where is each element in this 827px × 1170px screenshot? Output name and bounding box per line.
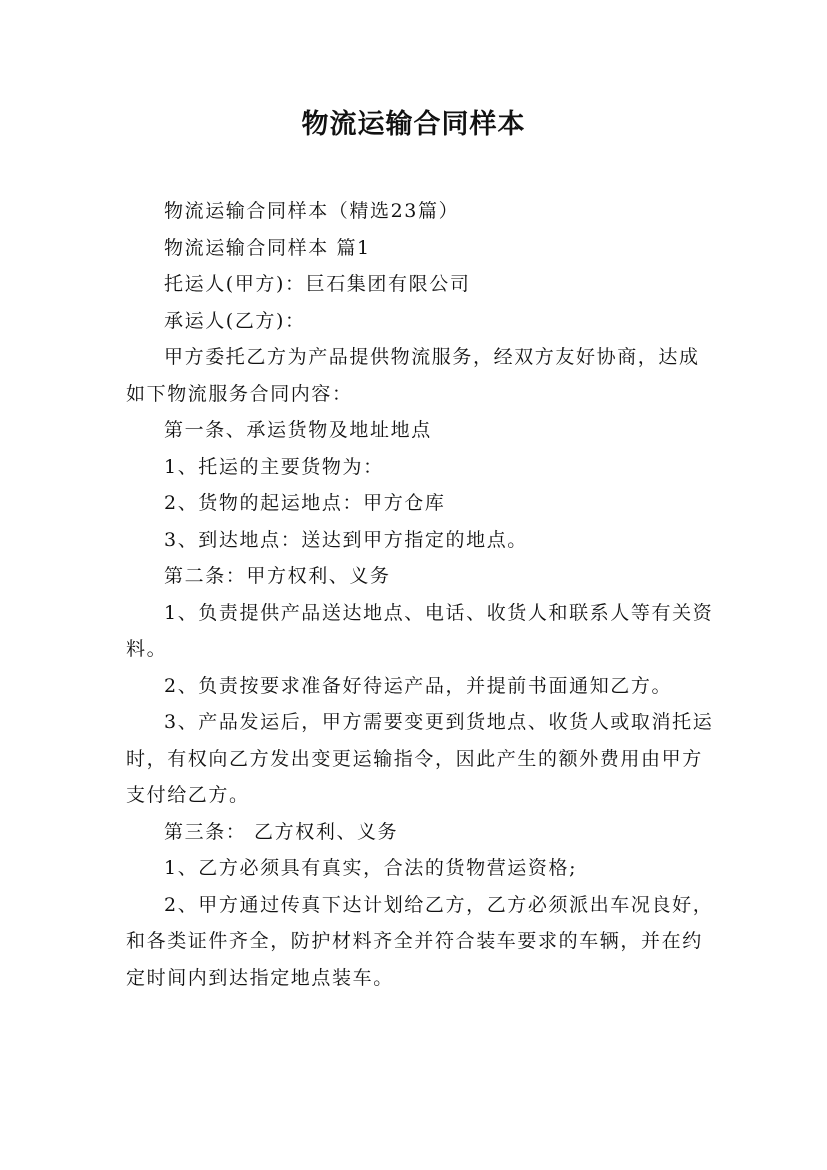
- paragraph-item: 2、甲方通过传真下达计划给乙方，乙方必须派出车况良好，和各类证件齐全，防护材料齐全并符合装车要求的车辆，并在约定时间内到达指定地点装车。: [126, 893, 714, 989]
- paragraph-item: 1、乙方必须具有真实，合法的货物营运资格;: [164, 857, 578, 879]
- paragraph-subtitle: 物流运输合同样本（精选23篇）: [164, 200, 460, 222]
- document-title: 物流运输合同样本: [301, 109, 526, 140]
- paragraph-party-a: 托运人(甲方)：巨石集团有限公司: [164, 273, 471, 295]
- paragraph-item: 3、产品发运后，甲方需要变更到货地点、收货人或取消托运时，有权向乙方发出变更运输指令，因此产生的额外费用由甲方支付给乙方。: [126, 711, 714, 806]
- paragraph-article-3: 第三条： 乙方权利、义务: [164, 820, 399, 843]
- paragraph-intro: 甲方委托乙方为产品提供物流服务，经双方友好协商，达成如下物流服务合同内容：: [126, 346, 700, 405]
- paragraph-party-b: 承运人(乙方)：: [164, 309, 306, 332]
- paragraph-item: 1、负责提供产品送达地点、电话、收货人和联系人等有关资料。: [126, 601, 714, 660]
- paragraph-item: 3、到达地点：送达到甲方指定的地点。: [164, 528, 528, 551]
- paragraph-item: 2、负责按要求准备好待运产品，并提前书面通知乙方。: [164, 674, 673, 697]
- paragraph-article-1: 第一条、承运货物及地址地点: [164, 419, 432, 441]
- paragraph-article-2: 第二条：甲方权利、义务: [164, 565, 391, 587]
- paragraph-item: 2、货物的起运地点：甲方仓库: [164, 492, 446, 514]
- paragraph-item: 1、托运的主要货物为：: [164, 455, 384, 478]
- document-body: [126, 193, 716, 996]
- paragraph-section-heading: 物流运输合同样本 篇1: [164, 236, 371, 259]
